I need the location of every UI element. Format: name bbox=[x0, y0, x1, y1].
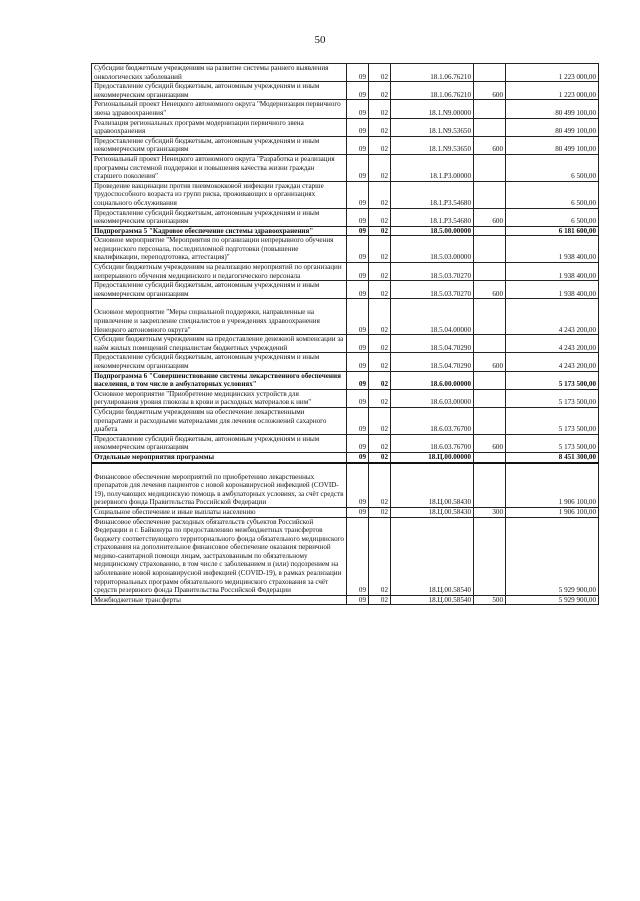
row-subsection-cell: 02 bbox=[369, 517, 391, 595]
row-target-code-cell: 18.1.06.76210 bbox=[391, 64, 474, 82]
row-subsection-cell: 02 bbox=[369, 82, 391, 100]
row-target-code-cell: 18.1.P3.54680 bbox=[391, 208, 474, 226]
row-expense-type-cell: 600 bbox=[474, 434, 506, 452]
table-row bbox=[92, 281, 599, 299]
table-row bbox=[92, 507, 599, 517]
row-subsection-cell: 02 bbox=[369, 100, 391, 118]
row-amount-cell: 1 223 000,00 bbox=[506, 64, 599, 82]
row-target-code-cell: 18.6.03.00000 bbox=[391, 389, 474, 407]
row-section-cell: 09 bbox=[347, 517, 369, 595]
row-amount-cell: 6 500,00 bbox=[506, 181, 599, 208]
row-amount-cell: 1 223 000,00 bbox=[506, 82, 599, 100]
row-amount-cell: 1 938 400,00 bbox=[506, 263, 599, 281]
row-target-code-cell: 18.5.04.70290 bbox=[391, 353, 474, 371]
row-target-code-cell: 18.Ц.00.00000 bbox=[391, 452, 474, 462]
table-row bbox=[92, 263, 599, 281]
table-row bbox=[92, 82, 599, 100]
row-expense-type-cell: 600 bbox=[474, 208, 506, 226]
table-row bbox=[92, 407, 599, 434]
row-section-cell: 09 bbox=[347, 281, 369, 299]
row-section-cell: 09 bbox=[347, 226, 369, 236]
row-section-cell: 09 bbox=[347, 595, 369, 605]
row-target-code-cell: 18.1.P3.00000 bbox=[391, 154, 474, 181]
row-section-cell: 09 bbox=[347, 335, 369, 353]
row-amount-cell: 5 173 500,00 bbox=[506, 371, 599, 389]
row-section-cell: 09 bbox=[347, 236, 369, 263]
row-subsection-cell: 02 bbox=[369, 236, 391, 263]
row-name-cell: Межбюджетные трансферты bbox=[92, 595, 347, 605]
table-row bbox=[92, 452, 599, 462]
table-row bbox=[92, 154, 599, 181]
row-expense-type-cell: 600 bbox=[474, 281, 506, 299]
table-row bbox=[92, 389, 599, 407]
row-name-cell: Финансовое обеспечение расходных обязательств субъектов Российской Федерации и г. Байконура по предоставлению межбюджетных трансфертов бюджету соответствующего территориального фонда обязательного медицинского страхования на дополнительное финансовое обеспечение оказания первичной медико-санитарной помощи лицам, застрахованным по обязательному медицинскому страхованию, в том числе с заболеванием и (или) подозрением на заболевание новой коронавирусной инфекцией (COVID-19), в рамках реализации территориальных программ обязательного медицинского страхования за счёт средств резервного фонда Правительства Российской Федерации bbox=[92, 517, 347, 595]
row-amount-cell: 1 906 100,00 bbox=[506, 463, 599, 508]
table-row bbox=[92, 100, 599, 118]
budget-table bbox=[91, 63, 599, 605]
row-section-cell: 09 bbox=[347, 100, 369, 118]
row-expense-type-cell bbox=[474, 389, 506, 407]
row-target-code-cell: 18.Ц.00.58540 bbox=[391, 595, 474, 605]
row-amount-cell: 6 500,00 bbox=[506, 208, 599, 226]
row-amount-cell: 4 243 200,00 bbox=[506, 353, 599, 371]
row-amount-cell: 4 243 200,00 bbox=[506, 335, 599, 353]
row-subsection-cell: 02 bbox=[369, 389, 391, 407]
table-row bbox=[92, 595, 599, 605]
row-target-code-cell: 18.1.N9.53650 bbox=[391, 136, 474, 154]
row-amount-cell: 8 451 300,00 bbox=[506, 452, 599, 462]
row-amount-cell: 1 938 400,00 bbox=[506, 236, 599, 263]
row-target-code-cell: 18.Ц.00.58430 bbox=[391, 463, 474, 508]
row-subsection-cell: 02 bbox=[369, 434, 391, 452]
row-expense-type-cell bbox=[474, 452, 506, 462]
row-subsection-cell: 02 bbox=[369, 463, 391, 508]
row-target-code-cell: 18.5.04.00000 bbox=[391, 299, 474, 335]
row-name-cell: Основное мероприятие "Приобретение медицинских устройств для регулирования уровня глюкозы в крови и расходных материалов к ним" bbox=[92, 389, 347, 407]
row-name-cell: Субсидии бюджетным учреждениям на развитие системы раннего выявления онкологических заболеваний bbox=[92, 64, 347, 82]
table-row bbox=[92, 226, 599, 236]
row-section-cell: 09 bbox=[347, 181, 369, 208]
row-expense-type-cell bbox=[474, 335, 506, 353]
row-section-cell: 09 bbox=[347, 154, 369, 181]
page-number: 50 bbox=[314, 34, 326, 46]
row-target-code-cell: 18.6.00.00000 bbox=[391, 371, 474, 389]
row-name-cell: Предоставление субсидий бюджетным, автономным учреждениям и иным некоммерческим организациям bbox=[92, 281, 347, 299]
row-subsection-cell: 02 bbox=[369, 154, 391, 181]
row-section-cell: 09 bbox=[347, 389, 369, 407]
row-subsection-cell: 02 bbox=[369, 407, 391, 434]
table-row bbox=[92, 208, 599, 226]
row-name-cell: Реализация региональных программ модернизации первичного звена здравоохранения bbox=[92, 118, 347, 136]
row-subsection-cell: 02 bbox=[369, 353, 391, 371]
row-section-cell: 09 bbox=[347, 407, 369, 434]
row-amount-cell: 5 929 900,00 bbox=[506, 517, 599, 595]
row-expense-type-cell: 600 bbox=[474, 136, 506, 154]
row-subsection-cell: 02 bbox=[369, 335, 391, 353]
row-amount-cell: 5 173 500,00 bbox=[506, 389, 599, 407]
row-expense-type-cell bbox=[474, 407, 506, 434]
row-amount-cell: 6 181 600,00 bbox=[506, 226, 599, 236]
row-amount-cell: 80 499 100,00 bbox=[506, 136, 599, 154]
row-target-code-cell: 18.6.03.76700 bbox=[391, 434, 474, 452]
row-target-code-cell: 18.1.P3.54680 bbox=[391, 181, 474, 208]
row-section-cell: 09 bbox=[347, 82, 369, 100]
row-expense-type-cell: 500 bbox=[474, 595, 506, 605]
row-expense-type-cell bbox=[474, 100, 506, 118]
row-section-cell: 09 bbox=[347, 507, 369, 517]
row-expense-type-cell bbox=[474, 154, 506, 181]
row-amount-cell: 4 243 200,00 bbox=[506, 299, 599, 335]
budget-table-body bbox=[92, 64, 599, 605]
row-target-code-cell: 18.6.03.76700 bbox=[391, 407, 474, 434]
row-target-code-cell: 18.5.03.70270 bbox=[391, 281, 474, 299]
row-subsection-cell: 02 bbox=[369, 181, 391, 208]
row-name-cell: Основное мероприятие "Меры социальной поддержки, направленные на привлечение и закрепление специалистов в учреждениях здравоохранения Ненецкого автономного округа" bbox=[92, 299, 347, 335]
row-name-cell: Проведение вакцинации против пневмококковой инфекции граждан старше трудоспособного возраста из групп риска, проживающих в организациях социального обслуживания bbox=[92, 181, 347, 208]
row-target-code-cell: 18.5.03.70270 bbox=[391, 263, 474, 281]
row-expense-type-cell bbox=[474, 181, 506, 208]
row-section-cell: 09 bbox=[347, 263, 369, 281]
table-row bbox=[92, 118, 599, 136]
row-amount-cell: 5 173 500,00 bbox=[506, 434, 599, 452]
row-section-cell: 09 bbox=[347, 136, 369, 154]
row-section-cell: 09 bbox=[347, 118, 369, 136]
row-subsection-cell: 02 bbox=[369, 281, 391, 299]
row-target-code-cell: 18.5.03.00000 bbox=[391, 236, 474, 263]
table-row bbox=[92, 136, 599, 154]
row-target-code-cell: 18.5.00.00000 bbox=[391, 226, 474, 236]
row-subsection-cell: 02 bbox=[369, 595, 391, 605]
row-expense-type-cell: 600 bbox=[474, 353, 506, 371]
row-expense-type-cell bbox=[474, 226, 506, 236]
row-section-cell: 09 bbox=[347, 371, 369, 389]
row-name-cell: Социальное обеспечение и иные выплаты населению bbox=[92, 507, 347, 517]
row-name-cell: Региональный проект Ненецкого автономного округа "Модернизация первичного звена здравоохранения" bbox=[92, 100, 347, 118]
row-subsection-cell: 02 bbox=[369, 118, 391, 136]
row-section-cell: 09 bbox=[347, 299, 369, 335]
table-row bbox=[92, 353, 599, 371]
row-name-cell: Предоставление субсидий бюджетным, автономным учреждениям и иным некоммерческим организациям bbox=[92, 136, 347, 154]
row-amount-cell: 80 499 100,00 bbox=[506, 118, 599, 136]
row-name-cell: Предоставление субсидий бюджетным, автономным учреждениям и иным некоммерческим организациям bbox=[92, 353, 347, 371]
row-name-cell: Субсидии бюджетным учреждениям на реализацию мероприятий по организации непрерывного обучения медицинского и педагогического персонала bbox=[92, 263, 347, 281]
table-row bbox=[92, 371, 599, 389]
row-target-code-cell: 18.Ц.00.58540 bbox=[391, 517, 474, 595]
row-name-cell: Подпрограмма 6 "Совершенствование системы лекарственного обеспечения населения, в том числе в амбулаторных условиях" bbox=[92, 371, 347, 389]
row-expense-type-cell: 600 bbox=[474, 82, 506, 100]
row-amount-cell: 5 929 900,00 bbox=[506, 595, 599, 605]
row-expense-type-cell bbox=[474, 263, 506, 281]
row-name-cell: Основное мероприятие "Мероприятия по организации непрерывного обучения медицинского персонала, последипломной подготовки (повышение квалификации, переподготовка, аттестация)" bbox=[92, 236, 347, 263]
row-name-cell: Подпрограмма 5 "Кадровое обеспечение системы здравоохранения" bbox=[92, 226, 347, 236]
row-expense-type-cell bbox=[474, 236, 506, 263]
row-name-cell: Отдельные мероприятия программы bbox=[92, 452, 347, 462]
row-amount-cell: 1 938 400,00 bbox=[506, 281, 599, 299]
row-section-cell: 09 bbox=[347, 463, 369, 508]
row-expense-type-cell bbox=[474, 299, 506, 335]
row-expense-type-cell bbox=[474, 371, 506, 389]
row-amount-cell: 5 173 500,00 bbox=[506, 407, 599, 434]
row-name-cell: Предоставление субсидий бюджетным, автономным учреждениям и иным некоммерческим организациям bbox=[92, 208, 347, 226]
row-name-cell: Предоставление субсидий бюджетным, автономным учреждениям и иным некоммерческим организациям bbox=[92, 82, 347, 100]
row-target-code-cell: 18.5.04.70290 bbox=[391, 335, 474, 353]
row-name-cell: Субсидии бюджетным учреждениям на предоставление денежной компенсации за наём жилых помещений специалистам бюджетных учреждений bbox=[92, 335, 347, 353]
row-subsection-cell: 02 bbox=[369, 452, 391, 462]
row-subsection-cell: 02 bbox=[369, 507, 391, 517]
row-section-cell: 09 bbox=[347, 434, 369, 452]
table-row bbox=[92, 335, 599, 353]
row-amount-cell: 6 500,00 bbox=[506, 154, 599, 181]
table-row bbox=[92, 64, 599, 82]
row-target-code-cell: 18.Ц.00.58430 bbox=[391, 507, 474, 517]
row-amount-cell: 80 499 100,00 bbox=[506, 100, 599, 118]
row-expense-type-cell bbox=[474, 118, 506, 136]
row-amount-cell: 1 906 100,00 bbox=[506, 507, 599, 517]
row-subsection-cell: 02 bbox=[369, 371, 391, 389]
row-expense-type-cell bbox=[474, 463, 506, 508]
row-name-cell: Региональный проект Ненецкого автономного округа "Разработка и реализация программы системной поддержки и повышения качества жизни граждан старшего поколения" bbox=[92, 154, 347, 181]
row-section-cell: 09 bbox=[347, 452, 369, 462]
row-subsection-cell: 02 bbox=[369, 136, 391, 154]
row-subsection-cell: 02 bbox=[369, 64, 391, 82]
table-row bbox=[92, 517, 599, 595]
row-name-cell: Финансовое обеспечение мероприятий по приобретению лекарственных препаратов для лечения пациентов с новой коронавирусной инфекцией (COVID-19), получающих медицинскую помощь в амбулаторных условиях, за счёт средств резервного фонда Правительства Российской Федерации bbox=[92, 463, 347, 508]
row-subsection-cell: 02 bbox=[369, 226, 391, 236]
row-expense-type-cell: 300 bbox=[474, 507, 506, 517]
row-subsection-cell: 02 bbox=[369, 299, 391, 335]
row-expense-type-cell bbox=[474, 517, 506, 595]
row-section-cell: 09 bbox=[347, 353, 369, 371]
row-subsection-cell: 02 bbox=[369, 263, 391, 281]
row-subsection-cell: 02 bbox=[369, 208, 391, 226]
table-row bbox=[92, 434, 599, 452]
row-target-code-cell: 18.1.N9.53650 bbox=[391, 118, 474, 136]
table-row bbox=[92, 299, 599, 335]
row-name-cell: Предоставление субсидий бюджетным, автономным учреждениям и иным некоммерческим организациям bbox=[92, 434, 347, 452]
table-row bbox=[92, 181, 599, 208]
row-target-code-cell: 18.1.06.76210 bbox=[391, 82, 474, 100]
row-target-code-cell: 18.1.N9.00000 bbox=[391, 100, 474, 118]
row-section-cell: 09 bbox=[347, 208, 369, 226]
row-section-cell: 09 bbox=[347, 64, 369, 82]
table-row bbox=[92, 236, 599, 263]
row-name-cell: Субсидии бюджетным учреждениям на обеспечение лекарственными препаратами и расходными материалами для лечения осложнений сахарного диабета bbox=[92, 407, 347, 434]
row-expense-type-cell bbox=[474, 64, 506, 82]
table-row bbox=[92, 463, 599, 508]
